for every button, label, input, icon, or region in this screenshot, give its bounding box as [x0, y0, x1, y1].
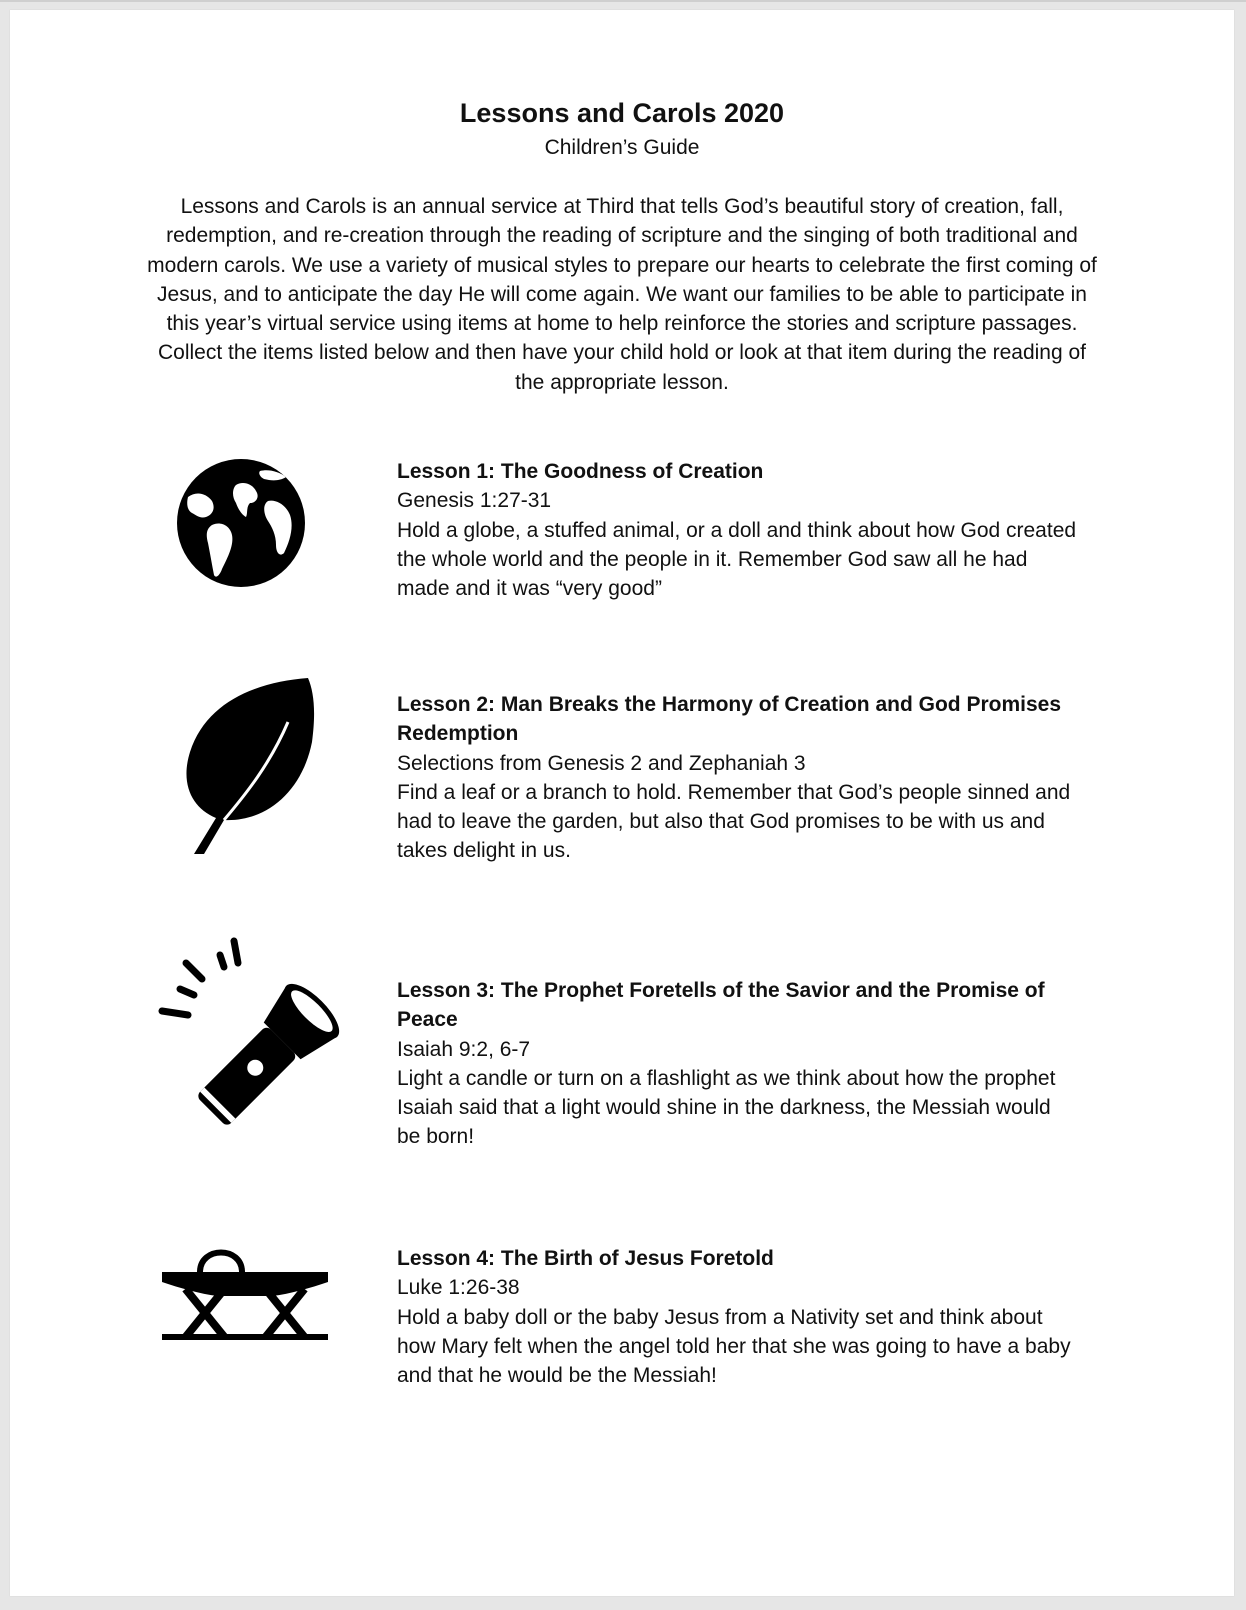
lesson-reference: Isaiah 9:2, 6-7 [397, 1037, 531, 1061]
lesson-heading: Lesson 1: The Goodness of Creation [397, 460, 764, 483]
lesson-heading: Lesson 3: The Prophet Foretells of the Savior and the Promise of Peace [397, 979, 1045, 1032]
lesson-reference: Genesis 1:27-31 [397, 489, 552, 513]
lesson-description: Find a leaf or a branch to hold. Remember that God’s people sinned and had to leave the garden, but also that God promises to be with us and takes delight in us. [397, 780, 1071, 863]
lesson-heading: Lesson 4: The Birth of Jesus Foretold [397, 1247, 774, 1270]
lesson-reference: Luke 1:26-38 [397, 1276, 520, 1300]
globe-icon [176, 457, 306, 589]
window-top-edge [0, 0, 1246, 2]
manger-icon [160, 1238, 330, 1348]
lesson-heading: Lesson 2: Man Breaks the Harmony of Creation and God Promises Redemption [397, 693, 1061, 746]
leaf-icon [176, 672, 316, 856]
lesson-1 [397, 457, 1077, 603]
lesson-description: Hold a baby doll or the baby Jesus from a Nativity set and think about how Mary felt when the angel told her that she was going to have a baby and that he would be the Messiah! [397, 1305, 1071, 1388]
lesson-reference: Selections from Genesis 2 and Zephaniah 3 [397, 751, 806, 775]
lesson-2 [397, 690, 1077, 866]
lesson-4 [397, 1244, 1077, 1390]
flashlight-icon [150, 935, 350, 1135]
lesson-3 [397, 976, 1077, 1152]
intro-paragraph: Lessons and Carols is an annual service at Third that tells God’s beautiful story of creation, fall, redemption, and re-creation through the reading of scripture and the singing of both traditional and modern carols. We use a variety of musical styles to prepare our hearts to celebrate the first coming of Jesus, and to anticipate the day He will come again. We want our families to be able to participate in this year’s virtual service using items at home to help reinforce the stories and scripture passages. Collect the items listed below and then have your child hold or look at that item during the reading of the appropriate lesson. [147, 195, 1097, 394]
lesson-description: Light a candle or turn on a flashlight as we think about how the prophet Isaiah said that a light would shine in the darkness, the Messiah would be born! [397, 1066, 1056, 1149]
page-title: Lessons and Carols 2020 [459, 98, 785, 128]
page-subtitle: Children’s Guide [544, 136, 700, 159]
lesson-description: Hold a globe, a stuffed animal, or a doll and think about how God created the whole world and the people in it. Remember God saw all he had made and it was “very good” [397, 518, 1077, 601]
document-page [10, 10, 1234, 1596]
